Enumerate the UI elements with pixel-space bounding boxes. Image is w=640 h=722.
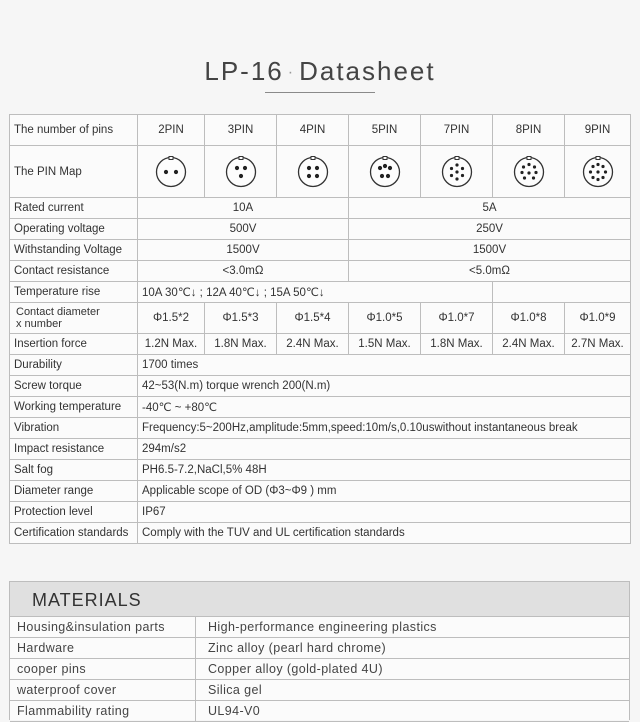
rated-current-label: Rated current	[10, 198, 138, 219]
spec-row-label: Durability	[10, 355, 138, 376]
page-title	[0, 56, 640, 87]
spec-row-label: Salt fog	[10, 460, 138, 481]
spec-row-value: 294m/s2	[138, 439, 631, 460]
insertion-force-cell: 2.7N Max.	[565, 334, 631, 355]
spec-row	[10, 481, 631, 502]
withstanding-voltage-value-a: 1500V	[138, 240, 349, 261]
spec-row	[10, 418, 631, 439]
materials-label: Hardware	[10, 638, 196, 659]
materials-label: cooper pins	[10, 659, 196, 680]
materials-row	[10, 659, 629, 680]
insertion-force-cell: 1.8N Max.	[205, 334, 277, 355]
spec-row-label: Working temperature	[10, 397, 138, 418]
materials-row	[10, 680, 629, 701]
insertion-force-cell: 2.4N Max.	[493, 334, 565, 355]
spec-row-value: -40℃ ~ +80℃	[138, 397, 631, 418]
materials-value: UL94-V0	[196, 701, 630, 722]
spec-row-label: Screw torque	[10, 376, 138, 397]
pin-map-cell	[493, 146, 565, 198]
pin-map-label: The PIN Map	[10, 146, 138, 198]
spec-row-label: Protection level	[10, 502, 138, 523]
spec-row-value: IP67	[138, 502, 631, 523]
pin-map-cell	[421, 146, 493, 198]
spec-row-value: 42~53(N.m) torque wrench 200(N.m)	[138, 376, 631, 397]
title-separator: ·	[287, 64, 296, 82]
operating-voltage-row	[10, 219, 631, 240]
spec-row-value: PH6.5-7.2,NaCl,5% 48H	[138, 460, 631, 481]
contact-resistance-row	[10, 261, 631, 282]
spec-row	[10, 502, 631, 523]
spec-row	[10, 355, 631, 376]
insertion-force-cell: 1.8N Max.	[421, 334, 493, 355]
contact-diameter-row	[10, 303, 631, 334]
spec-row-label: Vibration	[10, 418, 138, 439]
contact-resistance-value-a: <3.0mΩ	[138, 261, 349, 282]
pin-count-cell: 2PIN	[138, 115, 205, 146]
pin-map-cell	[349, 146, 421, 198]
pin-map-8-icon	[512, 155, 546, 189]
operating-voltage-label: Operating voltage	[10, 219, 138, 240]
contact-resistance-label: Contact resistance	[10, 261, 138, 282]
contact-diameter-label-line2: x number	[16, 318, 62, 330]
rated-current-row	[10, 198, 631, 219]
contact-resistance-value-b: <5.0mΩ	[349, 261, 631, 282]
pin-map-2-icon	[154, 155, 188, 189]
materials-label: waterproof cover	[10, 680, 196, 701]
spec-row-value: 1700 times	[138, 355, 631, 376]
empty-cell	[493, 282, 631, 303]
contact-diameter-cell: Φ1.0*9	[565, 303, 631, 334]
spec-row-label: Impact resistance	[10, 439, 138, 460]
spec-row	[10, 376, 631, 397]
spec-row-value: Comply with the TUV and UL certification standards	[138, 523, 631, 544]
withstanding-voltage-row	[10, 240, 631, 261]
contact-diameter-cell: Φ1.5*4	[277, 303, 349, 334]
materials-table	[10, 617, 629, 722]
rated-current-value-a: 10A	[138, 198, 349, 219]
spec-table	[9, 114, 631, 544]
materials-label: Flammability rating	[10, 701, 196, 722]
pin-count-cell: 8PIN	[493, 115, 565, 146]
temperature-rise-row	[10, 282, 631, 303]
pin-count-cell: 9PIN	[565, 115, 631, 146]
materials-value: Zinc alloy (pearl hard chrome)	[196, 638, 630, 659]
rated-current-value-b: 5A	[349, 198, 631, 219]
contact-diameter-cell: Φ1.0*7	[421, 303, 493, 334]
pin-map-cell	[565, 146, 631, 198]
spec-row-label: Diameter range	[10, 481, 138, 502]
withstanding-voltage-label: Withstanding Voltage	[10, 240, 138, 261]
spec-row-value: Applicable scope of OD (Φ3~Φ9 ) mm	[138, 481, 631, 502]
contact-diameter-cell: Φ1.0*5	[349, 303, 421, 334]
pin-map-cell	[277, 146, 349, 198]
spec-row	[10, 439, 631, 460]
materials-row	[10, 638, 629, 659]
spec-row	[10, 523, 631, 544]
contact-diameter-label	[10, 303, 138, 334]
model-name: LP-16	[204, 56, 284, 86]
materials-value: Copper alloy (gold-plated 4U)	[196, 659, 630, 680]
insertion-force-cell: 1.5N Max.	[349, 334, 421, 355]
pin-map-row	[10, 146, 631, 198]
operating-voltage-value-b: 250V	[349, 219, 631, 240]
materials-label: Housing&insulation parts	[10, 617, 196, 638]
insertion-force-row	[10, 334, 631, 355]
materials-value: High-performance engineering plastics	[196, 617, 630, 638]
pin-count-cell: 7PIN	[421, 115, 493, 146]
pin-map-5-icon	[368, 155, 402, 189]
contact-diameter-label-line1: Contact diameter	[16, 306, 100, 318]
materials-row	[10, 617, 629, 638]
pin-map-cell	[205, 146, 277, 198]
pin-count-label: The number of pins	[10, 115, 138, 146]
spec-row-value: Frequency:5~200Hz,amplitude:5mm,speed:10m/s,0.10uswithout instantaneous break	[138, 418, 631, 439]
contact-diameter-cell: Φ1.5*3	[205, 303, 277, 334]
title-block	[0, 56, 640, 93]
pin-map-4-icon	[296, 155, 330, 189]
contact-diameter-cell: Φ1.0*8	[493, 303, 565, 334]
temperature-rise-value: 10A 30℃↓ ; 12A 40℃↓ ; 15A 50℃↓	[138, 282, 493, 303]
pin-count-row	[10, 115, 631, 146]
contact-diameter-cell: Φ1.5*2	[138, 303, 205, 334]
pin-count-cell: 5PIN	[349, 115, 421, 146]
materials-section	[9, 581, 630, 720]
spec-row-label: Certification standards	[10, 523, 138, 544]
pin-map-cell	[138, 146, 205, 198]
materials-row	[10, 701, 629, 722]
temperature-rise-label: Temperature rise	[10, 282, 138, 303]
withstanding-voltage-value-b: 1500V	[349, 240, 631, 261]
title-word: Datasheet	[299, 56, 436, 86]
materials-value: Silica gel	[196, 680, 630, 701]
pin-count-cell: 3PIN	[205, 115, 277, 146]
materials-title: MATERIALS	[10, 582, 629, 617]
operating-voltage-value-a: 500V	[138, 219, 349, 240]
pin-count-cell: 4PIN	[277, 115, 349, 146]
insertion-force-cell: 2.4N Max.	[277, 334, 349, 355]
title-underline	[265, 92, 375, 93]
spec-row	[10, 460, 631, 481]
pin-map-9-icon	[581, 155, 615, 189]
pin-map-7-icon	[440, 155, 474, 189]
insertion-force-cell: 1.2N Max.	[138, 334, 205, 355]
spec-row	[10, 397, 631, 418]
pin-map-3-icon	[224, 155, 258, 189]
insertion-force-label: Insertion force	[10, 334, 138, 355]
